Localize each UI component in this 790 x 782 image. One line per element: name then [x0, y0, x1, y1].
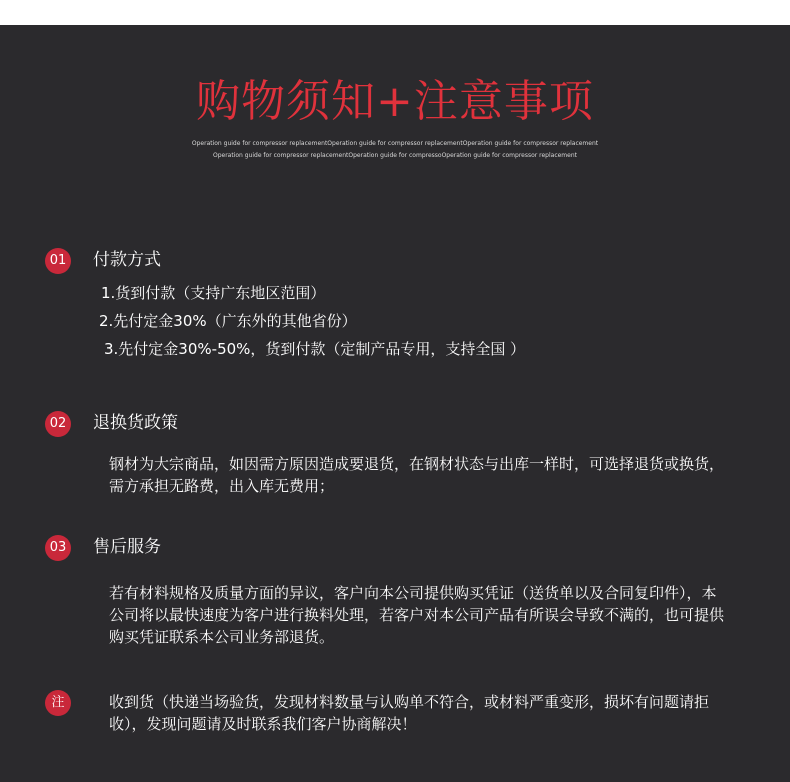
after-sales-text: 若有材料规格及质量方面的异议，客户向本公司提供购买凭证（送货单以及合同复印件），本公司将以最快速度为客户进行换料处理，若客户对本公司产品有所误会导致不满的，也可提供购买凭证联系本公司业务部退货。: [109, 584, 725, 646]
section-heading-return-policy: 退换货政策: [93, 413, 178, 433]
subtitle-line-2: Operation guide for compressor replacementOperation guide for compressoOperation guide for compressor replacement: [212, 152, 577, 159]
payment-option-1: 1.货到付款（支持广东地区范围）: [101, 284, 326, 302]
top-strip: [0, 0, 790, 25]
payment-option-2: 2.先付定金30%（广东外的其他省份）: [99, 312, 357, 330]
section-badge-03: 03: [45, 535, 71, 561]
return-policy-text: 钢材为大宗商品，如因需方原因造成要退货，在钢材状态与出库一样时，可选择退货或换货，需方承担无路费，出入库无费用；: [109, 455, 725, 495]
page-title: 购物须知+注意事项: [196, 76, 594, 127]
section-heading-after-sales: 售后服务: [93, 537, 161, 557]
payment-option-3: 3.先付定金30%-50%，货到付款（定制产品专用，支持全国 ）: [104, 340, 526, 358]
note-text: 收到货（快递当场验货，发现材料数量与认购单不符合，或材料严重变形，损坏有问题请拒收），发现问题请及时联系我们客户协商解决！: [109, 693, 710, 733]
section-badge-02: 02: [45, 411, 71, 437]
section-heading-payment: 付款方式: [93, 250, 161, 270]
note-badge: 注: [45, 690, 71, 716]
subtitle-line-1: Operation guide for compressor replacementOperation guide for compressor replacementOperation guide for compressor replacement: [191, 140, 599, 147]
section-badge-01: 01: [45, 248, 71, 274]
